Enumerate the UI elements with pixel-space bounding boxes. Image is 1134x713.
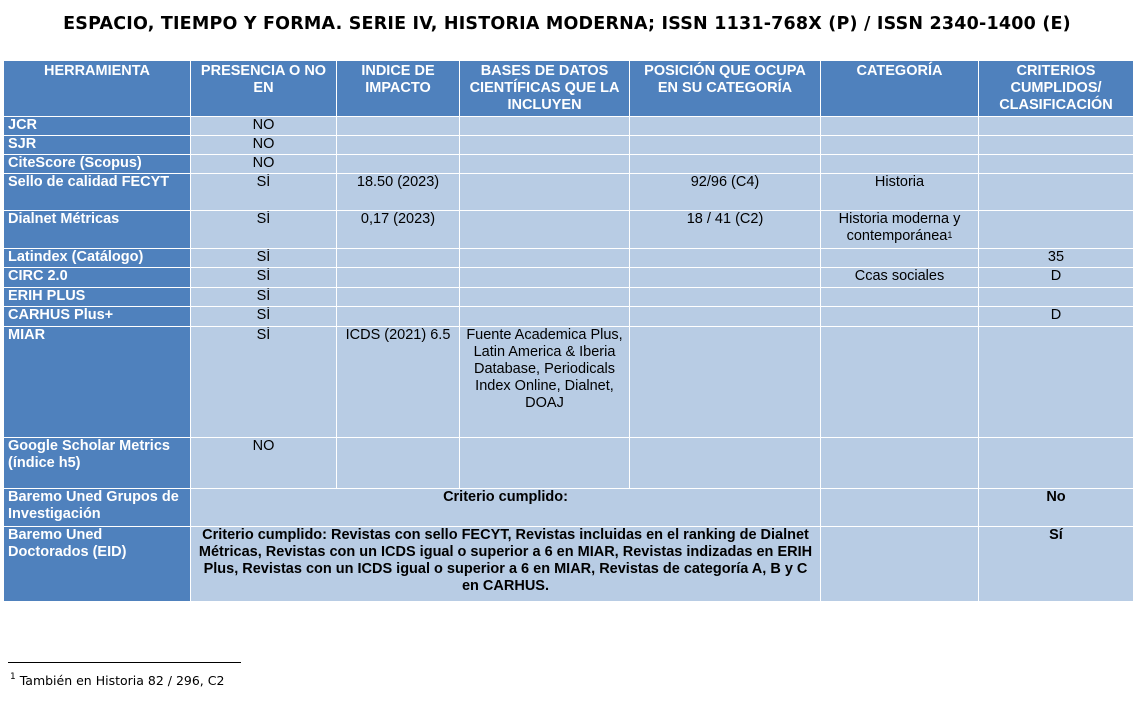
criteria-cell [979,136,1134,155]
presence-cell: NO [191,155,337,174]
tool-cell: CIRC 2.0 [4,268,191,288]
header-cell: HERRAMIENTA [4,61,191,117]
category-cell [821,527,979,602]
category-cell [821,327,979,438]
table-row [4,211,1134,249]
category-cell [821,288,979,307]
databases-cell [460,288,630,307]
presence-cell: SÍ [191,174,337,211]
result-cell: No [979,489,1134,527]
table-row [4,155,1134,174]
header-cell: POSICIÓN QUE OCUPA EN SU CATEGORÍA [630,61,821,117]
criteria-cell [979,155,1134,174]
category-cell [821,211,979,249]
databases-cell [460,136,630,155]
footnote [10,673,224,688]
criteria-cell: D [979,268,1134,288]
criterion-cell: Criterio cumplido: Revistas con sello FECYT, Revistas incluidas en el ranking de Dialnet Métricas, Revistas con un ICDS igual o superior a 6 en MIAR, Revistas indizadas en ERIH Plus, Revistas con un ICDS igual o superior a 6 en MIAR, Revistas de categoría A, B y C en CARHUS. [191,527,821,602]
databases-cell [460,307,630,327]
tool-cell: Sello de calidad FECYT [4,174,191,211]
databases-cell [460,438,630,489]
category-cell [821,489,979,527]
category-cell [821,307,979,327]
impact-cell [337,438,460,489]
databases-cell [460,268,630,288]
presence-cell: NO [191,438,337,489]
criteria-cell: 35 [979,249,1134,268]
presence-cell: SÍ [191,327,337,438]
position-cell [630,327,821,438]
criteria-cell [979,117,1134,136]
tool-cell: JCR [4,117,191,136]
impact-cell [337,307,460,327]
category-cell [821,438,979,489]
position-cell [630,268,821,288]
databases-cell: Fuente Academica Plus, Latin America & Iberia Database, Periodicals Index Online, Dialnet, DOAJ [460,327,630,438]
criteria-cell [979,174,1134,211]
table-row [4,249,1134,268]
criteria-cell [979,288,1134,307]
presence-cell: SÍ [191,288,337,307]
uned-groups-row [4,489,1134,527]
footnote-divider [8,662,241,663]
databases-cell [460,155,630,174]
criteria-cell: D [979,307,1134,327]
tool-cell: CiteScore (Scopus) [4,155,191,174]
impact-cell [337,155,460,174]
impact-cell [337,136,460,155]
position-cell [630,249,821,268]
journal-metrics-table [3,60,1134,602]
position-cell [630,288,821,307]
impact-cell [337,249,460,268]
header-cell: CATEGORÍA [821,61,979,117]
category-cell [821,117,979,136]
position-cell [630,136,821,155]
table-row [4,288,1134,307]
presence-cell: SÍ [191,307,337,327]
category-cell [821,136,979,155]
tool-cell: Google Scholar Metrics (índice h5) [4,438,191,489]
impact-cell [337,268,460,288]
table-row [4,307,1134,327]
criteria-cell [979,211,1134,249]
footnote-reference: 1 [947,230,953,240]
table-row [4,174,1134,211]
table-row [4,327,1134,438]
tool-cell: Latindex (Catálogo) [4,249,191,268]
category-cell: Ccas sociales [821,268,979,288]
tool-cell: Baremo Uned Doctorados (EID) [4,527,191,602]
position-cell [630,307,821,327]
header-cell: INDICE DE IMPACTO [337,61,460,117]
criteria-cell [979,438,1134,489]
impact-cell: ICDS (2021) 6.5 [337,327,460,438]
databases-cell [460,117,630,136]
presence-cell: NO [191,117,337,136]
table-row [4,438,1134,489]
header-row [4,61,1134,117]
tool-cell: ERIH PLUS [4,288,191,307]
category-text: Historia moderna y contemporánea [838,211,961,244]
position-cell [630,155,821,174]
databases-cell [460,249,630,268]
category-cell [821,249,979,268]
uned-doctorates-row [4,527,1134,602]
tool-cell: Baremo Uned Grupos de Investigación [4,489,191,527]
table-row [4,268,1134,288]
position-cell: 18 / 41 (C2) [630,211,821,249]
tool-cell: SJR [4,136,191,155]
presence-cell: NO [191,136,337,155]
position-cell [630,117,821,136]
header-cell: BASES DE DATOS CIENTÍFICAS QUE LA INCLUYEN [460,61,630,117]
impact-cell [337,117,460,136]
result-cell: Sí [979,527,1134,602]
impact-cell: 18.50 (2023) [337,174,460,211]
impact-cell: 0,17 (2023) [337,211,460,249]
category-cell [821,155,979,174]
footnote-text: También en Historia 82 / 296, C2 [19,673,225,688]
position-cell [630,438,821,489]
footnote-marker: 1 [10,672,16,682]
header-cell: PRESENCIA O NO EN [191,61,337,117]
presence-cell: SÍ [191,211,337,249]
databases-cell [460,211,630,249]
header-cell: CRITERIOS CUMPLIDOS/ CLASIFICACIÓN [979,61,1134,117]
tool-cell: CARHUS Plus+ [4,307,191,327]
presence-cell: SÍ [191,249,337,268]
criterion-cell: Criterio cumplido: [191,489,821,527]
presence-cell: SÍ [191,268,337,288]
category-cell: Historia [821,174,979,211]
table-row [4,136,1134,155]
position-cell: 92/96 (C4) [630,174,821,211]
databases-cell [460,174,630,211]
table-row [4,117,1134,136]
tool-cell: Dialnet Métricas [4,211,191,249]
criteria-cell [979,327,1134,438]
impact-cell [337,288,460,307]
page-title: ESPACIO, TIEMPO Y FORMA. SERIE IV, HISTORIA MODERNA; ISSN 1131-768X (P) / ISSN 2340-1400 (E) [63,14,1071,34]
tool-cell: MIAR [4,327,191,438]
